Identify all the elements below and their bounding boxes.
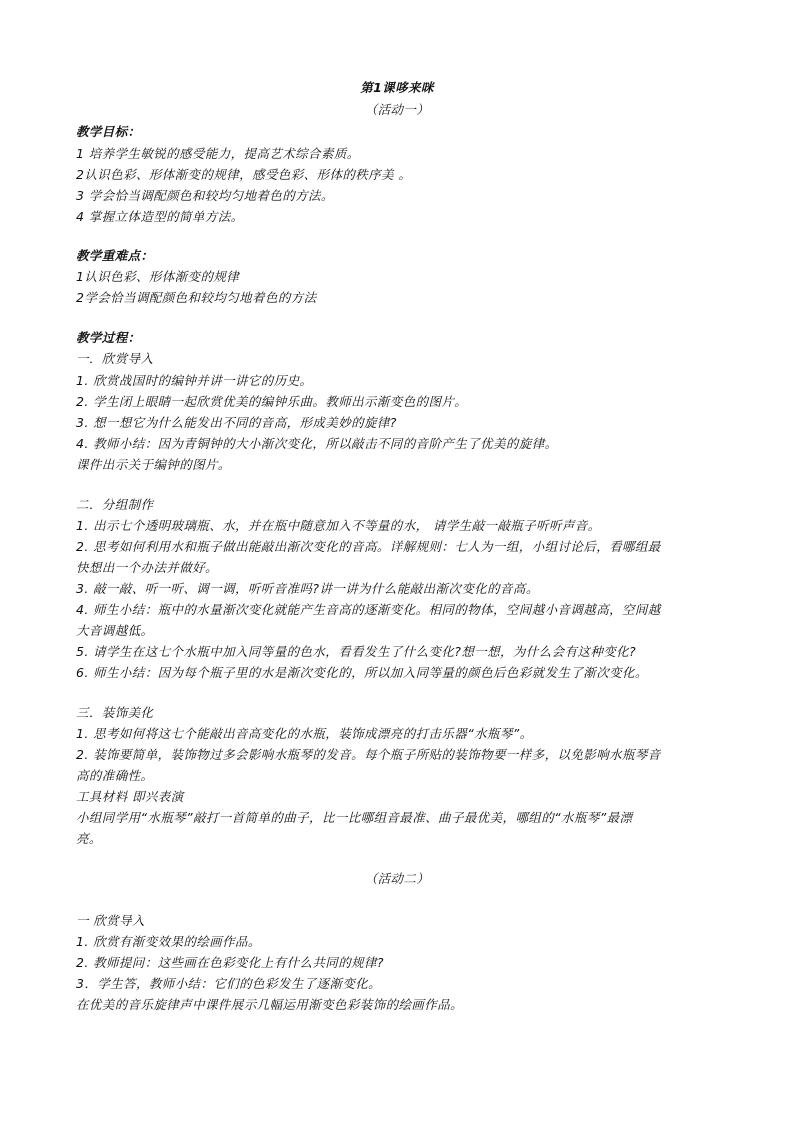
process-heading: 教学过程： — [76, 330, 141, 345]
key-point-item: 2学会恰当调配颜色和较均匀地着色的方法 — [76, 290, 317, 305]
process-item: 1. 欣赏战国时的编钟并讲一讲它的历史。 — [76, 373, 313, 388]
process-item: 1. 思考如何将这七个能敲出音高变化的水瓶，装饰成漂亮的打击乐器“水瓶琴”。 — [76, 726, 533, 741]
goals-heading: 教学目标： — [76, 124, 141, 139]
process-item: 2. 教师提问：这些画在色彩变化上有什么共同的规律? — [76, 955, 384, 970]
process-item: 工具材料 即兴表演 — [76, 789, 184, 804]
lesson-title: 第1课哆来咪 — [360, 80, 434, 95]
key-point-item: 1认识色彩、形体渐变的规律 — [76, 269, 240, 284]
process-item: 1. 欣赏有渐变效果的绘画作品。 — [76, 934, 261, 949]
process-item: 在优美的音乐旋律声中课件展示几幅运用渐变色彩装饰的绘画作品。 — [76, 997, 464, 1012]
process-item: 课件出示关于编钟的图片。 — [76, 457, 231, 472]
section-heading: 一 欣赏导入 — [76, 913, 145, 928]
activity1-label: （活动一） — [364, 102, 430, 117]
process-item: 亮。 — [76, 831, 102, 846]
process-item: 2. 装饰要简单，装饰物过多会影响水瓶琴的发音。每个瓶子所贴的装饰物要一样多，以免影响水瓶琴音 — [76, 747, 661, 762]
process-item: 3. 敲一敲、听一听、调一调，听听音准吗?讲一讲为什么能敲出渐次变化的音高。 — [76, 581, 539, 596]
process-item: 大音调越低。 — [76, 623, 154, 638]
process-item: 1. 出示七个透明玻璃瓶、水，并在瓶中随意加入不等量的水， 请学生敲一敲瓶子听听声音。 — [76, 518, 601, 533]
process-item: 4. 师生小结：瓶中的水量渐次变化就能产生音高的逐渐变化。相同的物体，空间越小音调越高，空间越 — [76, 602, 661, 617]
section-heading: 三．装饰美化 — [76, 705, 154, 720]
section-heading: 一．欣赏导入 — [76, 351, 154, 366]
goal-item: 4 掌握立体造型的简单方法。 — [76, 209, 244, 224]
process-item: 3. 想一想它为什么能发出不同的音高，形成美妙的旋律? — [76, 415, 397, 430]
goal-item: 3 学会恰当调配颜色和较均匀地着色的方法。 — [76, 188, 334, 203]
process-item: 2. 思考如何利用水和瓶子做出能敲出渐次变化的音高。详解规则：七人为一组，小组讨论后，看哪组最 — [76, 539, 661, 554]
process-item: 小组同学用“水瓶琴”敲打一首简单的曲子，比一比哪组音最准、曲子最优美，哪组的“水瓶琴”最漂 — [76, 810, 633, 825]
process-item: 2. 学生闭上眼睛一起欣赏优美的编钟乐曲。教师出示渐变色的图片。 — [76, 394, 468, 409]
process-item: 高的准确性。 — [76, 768, 154, 783]
goal-item: 2认识色彩、形体渐变的规律，感受色彩、形体的秩序美 。 — [76, 167, 412, 182]
key-points-heading: 教学重难点： — [76, 248, 154, 263]
process-item: 4. 教师小结：因为青铜钟的大小渐次变化，所以敲击不同的音阶产生了优美的旋律。 — [76, 436, 558, 451]
goal-item: 1 培养学生敏锐的感受能力，提高艺术综合素质。 — [76, 146, 360, 161]
process-item: 3．学生答，教师小结：它们的色彩发生了逐渐变化。 — [76, 976, 382, 991]
process-item: 6. 师生小结：因为每个瓶子里的水是渐次变化的，所以加入同等量的颜色后色彩就发生了渐次变化。 — [76, 665, 648, 680]
section-heading: 二．分组制作 — [76, 497, 154, 512]
process-item: 5. 请学生在这七个水瓶中加入同等量的色水，看看发生了什么变化?想一想，为什么会有这种变化? — [76, 644, 637, 659]
process-item: 快想出一个办法并做好。 — [76, 560, 218, 575]
activity2-label: （活动二） — [364, 871, 430, 886]
